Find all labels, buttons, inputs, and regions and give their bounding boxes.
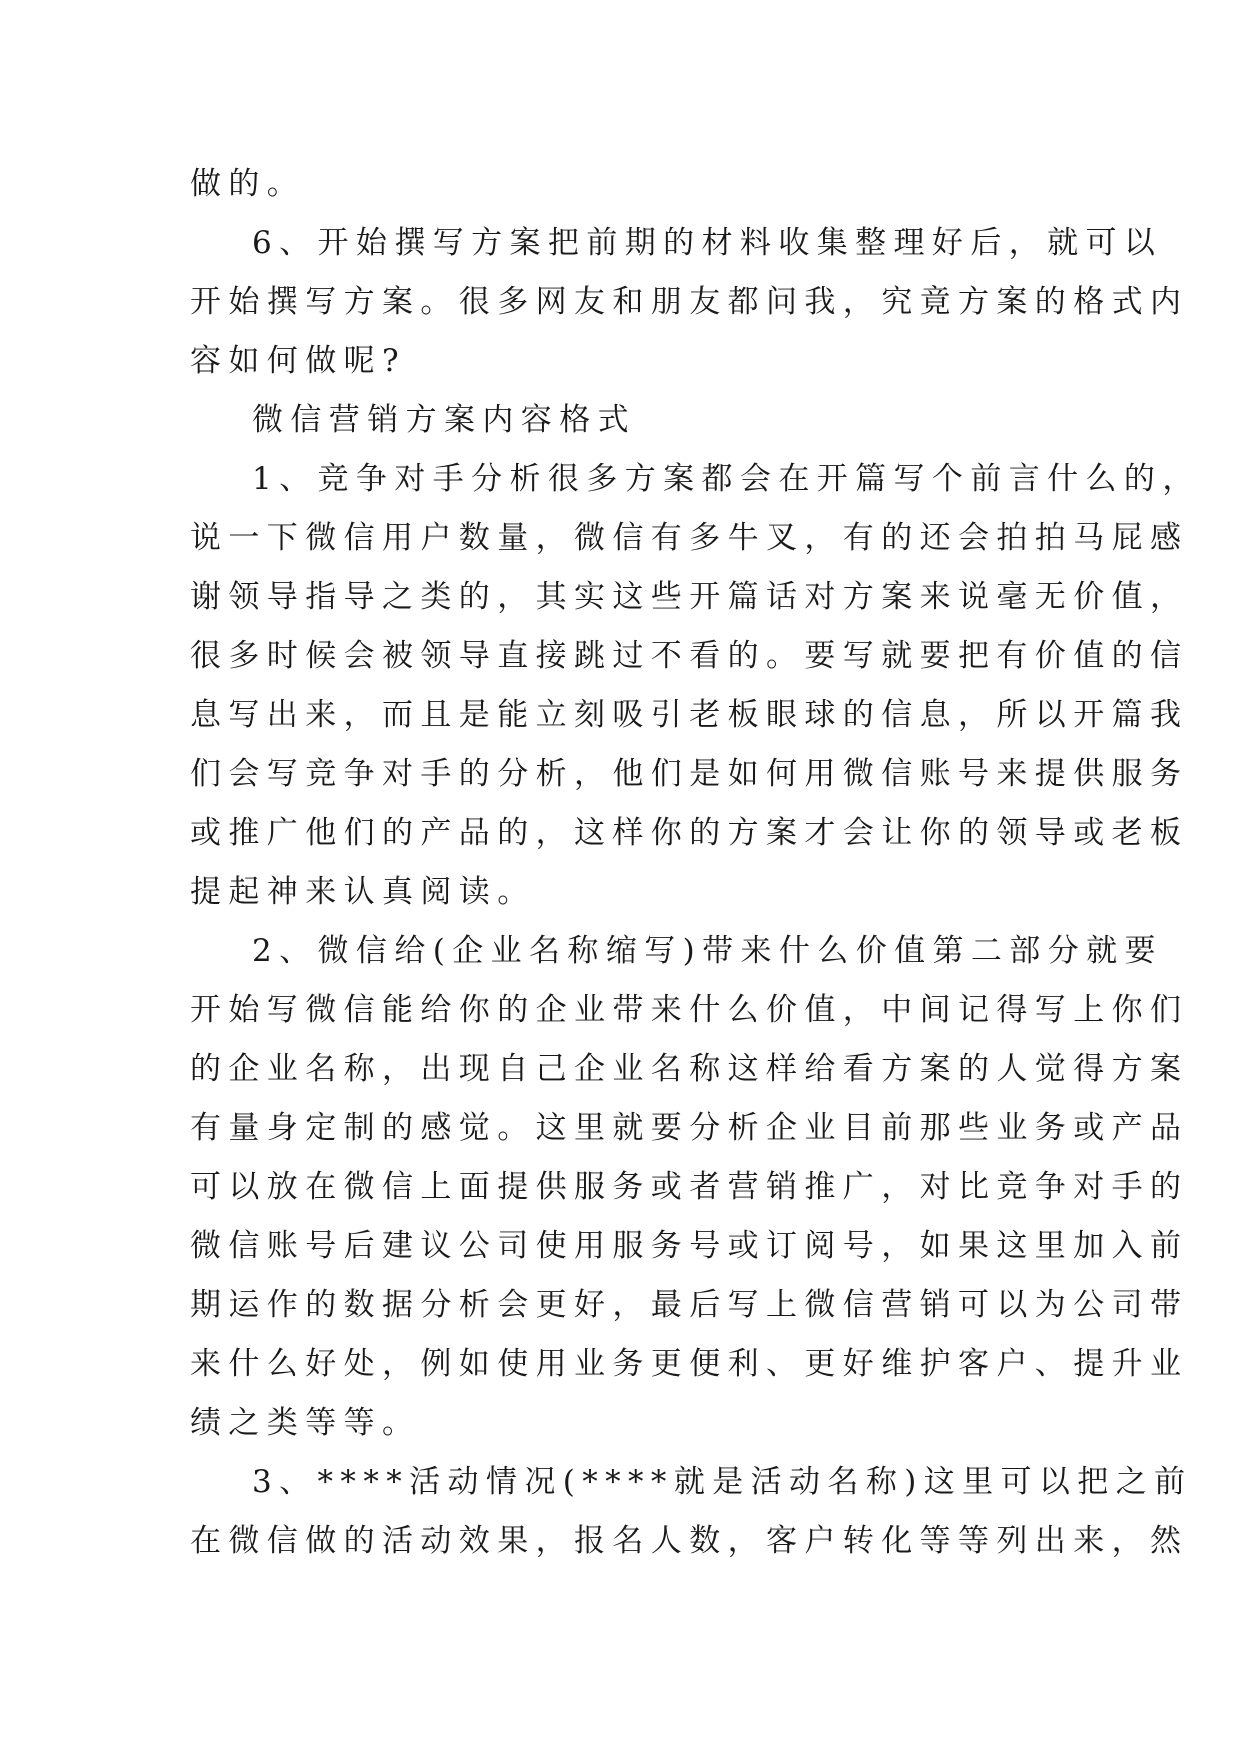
text-line: 开始写微信能给你的企业带来什么价值，中间记得写上你们 xyxy=(190,992,1189,1028)
text-line: 期运作的数据分析会更好，最后写上微信营销可以为公司带 xyxy=(190,1287,1189,1323)
text-line: 说一下微信用户数量，微信有多牛叉，有的还会拍拍马屁感 xyxy=(190,520,1189,556)
paragraph-start: 1、竞争对手分析很多方案都会在开篇写个前言什么的， xyxy=(252,461,1201,497)
paragraph-start: 2、微信给(企业名称缩写)带来什么价值第二部分就要 xyxy=(252,933,1163,969)
text-line: 或推广他们的产品的，这样你的方案才会让你的领导或老板 xyxy=(190,815,1189,851)
text-line: 在微信做的活动效果，报名人数，客户转化等等列出来，然 xyxy=(190,1523,1189,1559)
text-line: 做的。 xyxy=(190,166,306,202)
paragraph-start: 6、开始撰写方案把前期的材料收集整理好后，就可以 xyxy=(252,225,1163,261)
text-line: 提起神来认真阅读。 xyxy=(190,874,536,910)
text-line: 有量身定制的感觉。这里就要分析企业目前那些业务或产品 xyxy=(190,1110,1189,1146)
text-line: 谢领导指导之类的，其实这些开篇话对方案来说毫无价值， xyxy=(190,579,1189,615)
text-line: 开始撰写方案。很多网友和朋友都问我，究竟方案的格式内 xyxy=(190,284,1189,320)
text-line: 很多时候会被领导直接跳过不看的。要写就要把有价值的信 xyxy=(190,638,1189,674)
text-line: 来什么好处，例如使用业务更便利、更好维护客户、提升业 xyxy=(190,1346,1189,1382)
text-line: 微信账号后建议公司使用服务号或订阅号，如果这里加入前 xyxy=(190,1228,1189,1264)
text-line: 容如何做呢? xyxy=(190,343,407,379)
paragraph-start: 3、****活动情况(****就是活动名称)这里可以把之前 xyxy=(252,1464,1193,1500)
text-line: 绩之类等等。 xyxy=(190,1405,421,1441)
text-line: 可以放在微信上面提供服务或者营销推广，对比竞争对手的 xyxy=(190,1169,1189,1205)
text-line: 息写出来，而且是能立刻吸引老板眼球的信息，所以开篇我 xyxy=(190,697,1189,733)
text-line: 的企业名称，出现自己企业名称这样给看方案的人觉得方案 xyxy=(190,1051,1189,1087)
text-line: 们会写竞争对手的分析，他们是如何用微信账号来提供服务 xyxy=(190,756,1189,792)
section-heading: 微信营销方案内容格式 xyxy=(252,402,636,438)
document-page xyxy=(190,155,1201,1571)
